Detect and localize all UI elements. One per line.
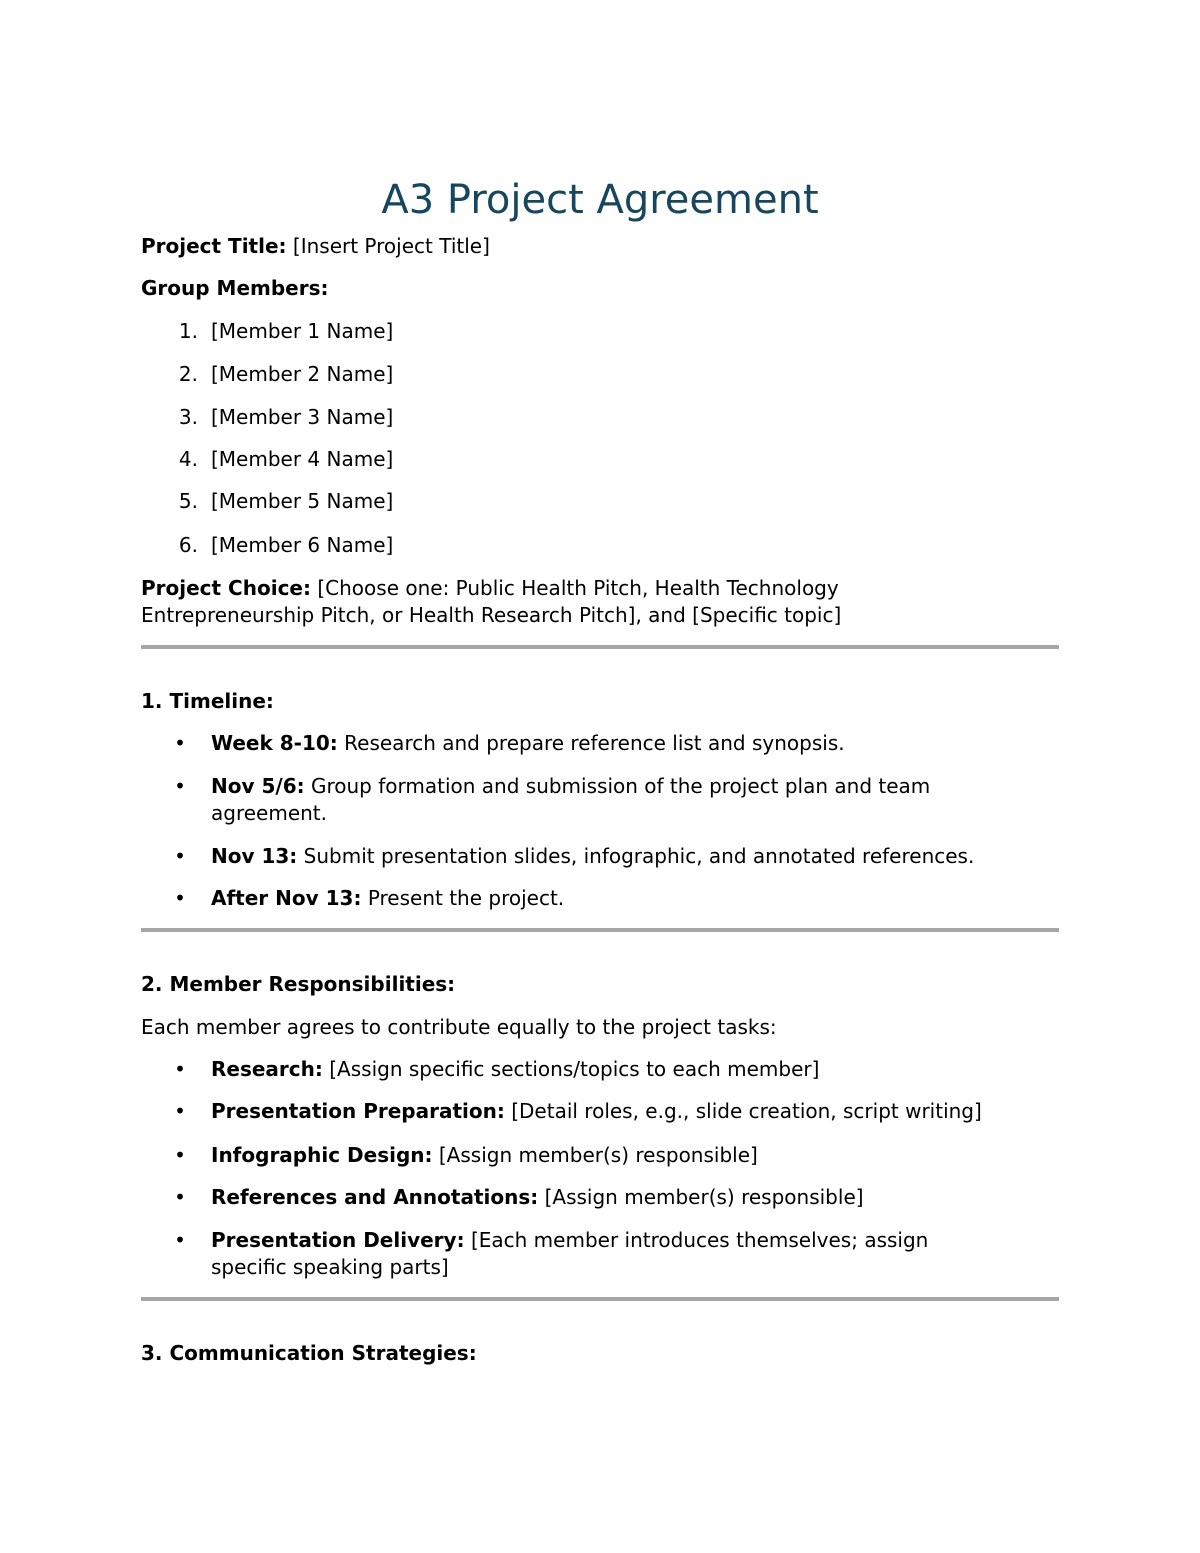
section-heading-communication: 3. Communication Strategies: bbox=[141, 1341, 477, 1365]
responsibility-item-label: Infographic Design: bbox=[211, 1143, 433, 1167]
responsibility-item-label: Presentation Preparation: bbox=[211, 1099, 505, 1123]
member-name: [Member 5 Name] bbox=[211, 489, 394, 513]
bullet-icon: • bbox=[174, 774, 186, 798]
bullet-icon: • bbox=[174, 731, 186, 755]
timeline-item-label: After Nov 13: bbox=[211, 886, 362, 910]
responsibility-item-label: References and Annotations: bbox=[211, 1185, 539, 1209]
timeline-item-desc: Submit presentation slides, infographic, and annotated references. bbox=[303, 844, 975, 868]
timeline-item-desc: Research and prepare reference list and synopsis. bbox=[344, 731, 845, 755]
project-choice-line bbox=[141, 575, 839, 602]
section-divider bbox=[141, 928, 1059, 932]
bullet-icon: • bbox=[174, 1185, 186, 1209]
member-name: [Member 1 Name] bbox=[211, 319, 394, 343]
responsibility-item-text bbox=[211, 1142, 1051, 1169]
timeline-item-label: Nov 5/6: bbox=[211, 774, 305, 798]
responsibility-item-text bbox=[211, 1184, 1051, 1211]
project-choice-line2: Entrepreneurship Pitch, or Health Research Pitch], and [Specific topic] bbox=[141, 603, 842, 627]
project-title-label: Project Title: bbox=[141, 234, 287, 258]
responsibility-item-desc: [Assign specific sections/topics to each member] bbox=[329, 1057, 820, 1081]
responsibility-item-label: Presentation Delivery: bbox=[211, 1228, 465, 1252]
bullet-icon: • bbox=[174, 844, 186, 868]
section-heading-responsibilities: 2. Member Responsibilities: bbox=[141, 972, 456, 996]
list-number: 4. bbox=[178, 447, 198, 471]
project-choice-value: [Choose one: Public Health Pitch, Health Technology bbox=[317, 576, 839, 600]
list-number: 2. bbox=[178, 362, 198, 386]
list-number: 5. bbox=[178, 489, 198, 513]
bullet-icon: • bbox=[174, 1143, 186, 1167]
responsibility-item-desc: [Detail roles, e.g., slide creation, script writing] bbox=[511, 1099, 982, 1123]
timeline-item-text bbox=[211, 773, 1051, 800]
section-heading-timeline: 1. Timeline: bbox=[141, 689, 274, 713]
page-title: A3 Project Agreement bbox=[381, 177, 819, 223]
member-name: [Member 3 Name] bbox=[211, 405, 394, 429]
responsibility-item-desc: [Assign member(s) responsible] bbox=[438, 1143, 758, 1167]
member-name: [Member 2 Name] bbox=[211, 362, 394, 386]
project-title-value: [Insert Project Title] bbox=[292, 234, 490, 258]
project-title-line bbox=[141, 233, 490, 260]
list-number: 6. bbox=[178, 533, 198, 557]
responsibility-item-continuation: specific speaking parts] bbox=[211, 1255, 449, 1279]
bullet-icon: • bbox=[174, 886, 186, 910]
group-members-label: Group Members: bbox=[141, 276, 329, 300]
timeline-item-text bbox=[211, 885, 1051, 912]
responsibility-item-text bbox=[211, 1098, 1051, 1125]
bullet-icon: • bbox=[174, 1228, 186, 1252]
responsibility-item-desc: [Assign member(s) responsible] bbox=[544, 1185, 864, 1209]
member-name: [Member 6 Name] bbox=[211, 533, 394, 557]
timeline-item-text bbox=[211, 843, 1051, 870]
responsibility-item-desc: [Each member introduces themselves; assign bbox=[470, 1228, 929, 1252]
timeline-item-label: Week 8-10: bbox=[211, 731, 338, 755]
responsibilities-intro: Each member agrees to contribute equally to the project tasks: bbox=[141, 1015, 777, 1039]
section-divider bbox=[141, 645, 1059, 649]
section-divider bbox=[141, 1297, 1059, 1301]
timeline-item-desc: Present the project. bbox=[367, 886, 565, 910]
timeline-item-label: Nov 13: bbox=[211, 844, 298, 868]
project-choice-label: Project Choice: bbox=[141, 576, 311, 600]
timeline-item-continuation: agreement. bbox=[211, 801, 328, 825]
timeline-item-desc: Group formation and submission of the project plan and team bbox=[310, 774, 931, 798]
responsibility-item-label: Research: bbox=[211, 1057, 323, 1081]
bullet-icon: • bbox=[174, 1057, 186, 1081]
responsibility-item-text bbox=[211, 1227, 1051, 1254]
member-name: [Member 4 Name] bbox=[211, 447, 394, 471]
responsibility-item-text bbox=[211, 1056, 1051, 1083]
list-number: 1. bbox=[178, 319, 198, 343]
bullet-icon: • bbox=[174, 1099, 186, 1123]
timeline-item-text bbox=[211, 730, 1051, 757]
list-number: 3. bbox=[178, 405, 198, 429]
